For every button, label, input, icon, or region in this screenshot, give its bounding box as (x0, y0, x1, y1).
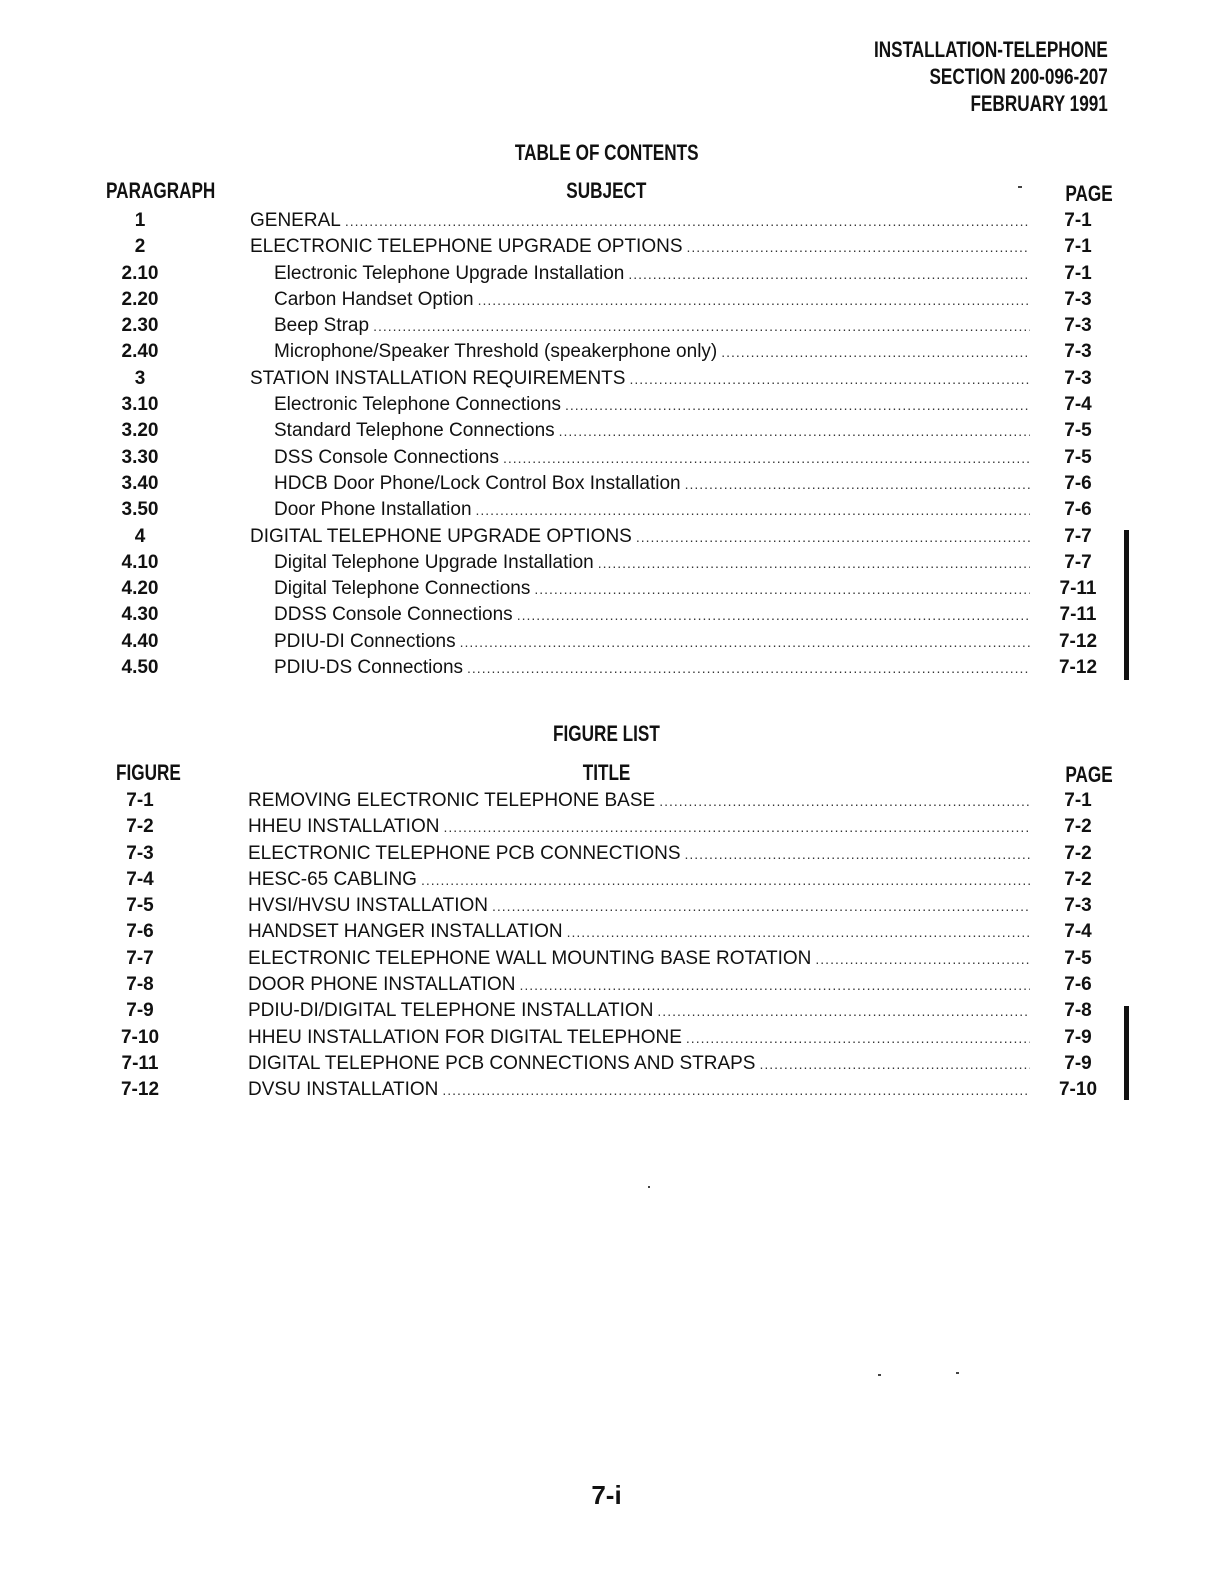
toc-row-entry (274, 392, 1030, 418)
dot-leader (478, 287, 1030, 313)
figure-row-text: HHEU INSTALLATION (248, 816, 440, 838)
dot-leader (519, 972, 1030, 998)
dot-leader (559, 418, 1030, 444)
figure-row-page: 7-2 (1064, 868, 1092, 890)
toc-row-text: DSS Console Connections (274, 446, 499, 468)
toc-row-page: 7-12 (1058, 630, 1098, 652)
toc-row-page: 7-6 (1064, 499, 1092, 521)
toc-row-entry (274, 418, 1030, 444)
figure-row-number: 7-6 (126, 921, 154, 943)
dot-leader (687, 234, 1030, 260)
toc-row (100, 366, 1110, 392)
toc-row (100, 287, 1110, 313)
dot-leader (759, 1051, 1030, 1077)
toc-row-entry (274, 287, 1030, 313)
figure-row-number: 7-4 (126, 868, 154, 890)
toc-row-text: PDIU-DS Connections (274, 657, 464, 679)
dot-leader (685, 471, 1030, 497)
dot-leader (492, 893, 1030, 919)
dot-leader (443, 814, 1030, 840)
scan-speck (1018, 186, 1022, 188)
toc-row (100, 208, 1110, 234)
toc-row-text: Digital Telephone Upgrade Installation (274, 551, 594, 573)
figure-row-page: 7-4 (1064, 921, 1092, 943)
toc-row-number: 3.40 (121, 472, 159, 494)
figure-row (100, 814, 1110, 840)
toc-row-entry (274, 629, 1030, 655)
page-number: 7-i (591, 1480, 622, 1510)
dot-leader (442, 1077, 1030, 1103)
toc-row (100, 655, 1110, 681)
dot-leader (629, 366, 1030, 392)
figure-row-number: 7-12 (120, 1079, 160, 1101)
figure-row (100, 867, 1110, 893)
toc-row-number: 1 (134, 210, 146, 231)
toc-row-number: 3.30 (121, 446, 159, 468)
figure-row-number: 7-7 (126, 947, 154, 969)
change-bar (1124, 530, 1129, 680)
dot-leader (517, 602, 1030, 628)
dot-leader (460, 629, 1030, 655)
figure-row-number: 7-9 (126, 1000, 154, 1022)
toc-row (100, 445, 1110, 471)
figure-row (100, 1025, 1110, 1051)
figure-row-text: HVSI/HVSU INSTALLATION (248, 895, 489, 917)
header-title: INSTALLATION-TELEPHONE (874, 37, 1108, 62)
toc-row-number: 4.40 (121, 630, 159, 652)
figure-row-entry (248, 1051, 1030, 1077)
toc-col-subject: SUBJECT (566, 178, 647, 203)
toc-row-entry (274, 445, 1030, 471)
figure-row-entry (248, 919, 1030, 945)
figure-row-page: 7-8 (1064, 1000, 1092, 1022)
toc-row-entry (250, 234, 1030, 260)
toc-row-page: 7-3 (1064, 367, 1092, 389)
toc-row-number: 2.20 (121, 288, 159, 310)
toc-row-text: GENERAL (250, 210, 341, 231)
toc-row-page: 7-3 (1064, 341, 1092, 363)
figure-row (100, 841, 1110, 867)
figure-row-number: 7-1 (126, 790, 154, 811)
figure-row-entry (248, 998, 1030, 1024)
toc-row (100, 550, 1110, 576)
figure-row (100, 893, 1110, 919)
dot-leader (721, 339, 1030, 365)
figure-row (100, 1051, 1110, 1077)
toc-row-page: 7-7 (1064, 525, 1092, 547)
toc-title: TABLE OF CONTENTS (514, 140, 699, 165)
toc-col-paragraph: PARAGRAPH (106, 178, 216, 203)
toc-row-number: 2.40 (121, 341, 159, 363)
dot-leader (345, 208, 1030, 234)
toc-row-text: Beep Strap (274, 315, 370, 337)
toc-row-entry (250, 208, 1030, 234)
dot-leader (503, 445, 1030, 471)
figure-row-text: ELECTRONIC TELEPHONE WALL MOUNTING BASE ROTATION (248, 947, 812, 969)
dot-leader (636, 524, 1030, 550)
figure-row-page: 7-5 (1064, 947, 1092, 969)
toc-row-entry (274, 576, 1030, 602)
toc-row-number: 3.50 (121, 499, 159, 521)
toc-row-page: 7-1 (1064, 210, 1092, 231)
figure-row-number: 7-2 (126, 816, 154, 838)
figure-row-text: HHEU INSTALLATION FOR DIGITAL TELEPHONE (248, 1026, 682, 1048)
figure-table (100, 788, 1110, 1104)
toc-row-text: DDSS Console Connections (274, 604, 513, 626)
figure-row-text: DIGITAL TELEPHONE PCB CONNECTIONS AND STRAPS (248, 1052, 756, 1074)
document-header (808, 36, 1108, 117)
figure-col-title: TITLE (582, 760, 631, 785)
figure-row-text: HESC-65 CABLING (248, 868, 417, 890)
toc-row-page: 7-3 (1064, 288, 1092, 310)
toc-row (100, 418, 1110, 444)
dot-leader (534, 576, 1030, 602)
toc-row (100, 524, 1110, 550)
toc-row-text: HDCB Door Phone/Lock Control Box Installation (274, 472, 681, 494)
figure-row-entry (248, 841, 1030, 867)
figure-row-text: ELECTRONIC TELEPHONE PCB CONNECTIONS (248, 842, 681, 864)
toc-row-number: 4.50 (121, 657, 159, 679)
toc-row-text: Microphone/Speaker Threshold (speakerphone only) (274, 341, 718, 363)
toc-row-page: 7-5 (1064, 420, 1092, 442)
toc-row-entry (274, 339, 1030, 365)
toc-row (100, 261, 1110, 287)
figure-row-text: DVSU INSTALLATION (248, 1079, 439, 1101)
figure-row-entry (248, 814, 1030, 840)
figure-row-entry (248, 972, 1030, 998)
scan-speck (648, 1186, 650, 1188)
toc-row-page: 7-6 (1064, 472, 1092, 494)
dot-leader (815, 946, 1030, 972)
dot-leader (421, 867, 1030, 893)
figure-row (100, 998, 1110, 1024)
toc-row-text: PDIU-DI Connections (274, 630, 456, 652)
figure-col-page: PAGE (1065, 762, 1113, 787)
toc-row-entry (274, 602, 1030, 628)
toc-row-page: 7-3 (1064, 315, 1092, 337)
toc-row-text: STATION INSTALLATION REQUIREMENTS (250, 367, 626, 389)
toc-row-text: Digital Telephone Connections (274, 578, 531, 600)
toc-row (100, 339, 1110, 365)
toc-row (100, 471, 1110, 497)
toc-row-number: 4.20 (121, 578, 159, 600)
toc-row (100, 602, 1110, 628)
figure-row-number: 7-11 (121, 1052, 159, 1074)
toc-row-entry (274, 261, 1030, 287)
dot-leader (628, 261, 1030, 287)
figure-row (100, 972, 1110, 998)
dot-leader (565, 392, 1030, 418)
toc-row-entry (274, 550, 1030, 576)
figure-row-page: 7-3 (1064, 895, 1092, 917)
toc-row (100, 576, 1110, 602)
figure-row-number: 7-5 (126, 895, 154, 917)
toc-row (100, 497, 1110, 523)
figure-row (100, 1077, 1110, 1103)
figure-row-number: 7-3 (126, 842, 154, 864)
figure-row-page: 7-1 (1064, 790, 1092, 811)
toc-row (100, 629, 1110, 655)
toc-row-page: 7-7 (1064, 551, 1092, 573)
dot-leader (567, 919, 1030, 945)
toc-row-entry (274, 655, 1030, 681)
figure-row-entry (248, 893, 1030, 919)
toc-row-text: Electronic Telephone Upgrade Installation (274, 262, 625, 284)
toc-row-page: 7-1 (1064, 262, 1092, 284)
header-section: SECTION 200-096-207 (929, 64, 1108, 89)
toc-row-entry (274, 497, 1030, 523)
toc-row-text: Electronic Telephone Connections (274, 394, 561, 416)
figure-row-page: 7-9 (1064, 1052, 1092, 1074)
figure-row-page: 7-2 (1064, 816, 1092, 838)
toc-col-page: PAGE (1065, 181, 1113, 206)
dot-leader (659, 788, 1030, 814)
figure-row (100, 946, 1110, 972)
toc-row-number: 4.10 (121, 551, 159, 573)
scan-speck (956, 1372, 959, 1374)
dot-leader (373, 313, 1030, 339)
figure-row-page: 7-6 (1064, 974, 1092, 996)
dot-leader (598, 550, 1030, 576)
toc-row-number: 4 (134, 525, 146, 547)
toc-table (100, 208, 1110, 681)
figure-row-text: PDIU-DI/DIGITAL TELEPHONE INSTALLATION (248, 1000, 654, 1022)
change-bar (1124, 1006, 1129, 1100)
scan-speck (878, 1374, 881, 1376)
figure-row-page: 7-2 (1064, 842, 1092, 864)
figure-row-entry (248, 1077, 1030, 1103)
toc-row-number: 2.10 (121, 262, 159, 284)
toc-row-page: 7-11 (1059, 578, 1097, 600)
figure-row-text: HANDSET HANGER INSTALLATION (248, 921, 563, 943)
toc-row-number: 4.30 (121, 604, 159, 626)
toc-row-entry (250, 524, 1030, 550)
toc-row (100, 392, 1110, 418)
dot-leader (657, 998, 1030, 1024)
toc-row-entry (274, 313, 1030, 339)
dot-leader (467, 655, 1030, 681)
dot-leader (685, 841, 1030, 867)
toc-row-number: 3.10 (121, 394, 159, 416)
toc-row-page: 7-12 (1058, 657, 1098, 679)
toc-row (100, 234, 1110, 260)
figure-row-entry (248, 1025, 1030, 1051)
toc-row-number: 3 (134, 367, 146, 389)
toc-row-text: Standard Telephone Connections (274, 420, 555, 442)
toc-row-number: 2 (134, 236, 146, 258)
toc-row-page: 7-5 (1064, 446, 1092, 468)
dot-leader (476, 497, 1030, 523)
figure-row-page: 7-9 (1064, 1026, 1092, 1048)
figure-row (100, 919, 1110, 945)
toc-row-page: 7-11 (1059, 604, 1097, 626)
figure-col-figure: FIGURE (116, 760, 181, 785)
toc-row-page: 7-1 (1064, 236, 1092, 258)
figure-row-number: 7-8 (126, 974, 154, 996)
toc-row-text: Carbon Handset Option (274, 288, 474, 310)
figure-row-text: REMOVING ELECTRONIC TELEPHONE BASE (248, 790, 656, 811)
toc-row-number: 2.30 (121, 315, 159, 337)
toc-row (100, 313, 1110, 339)
toc-row-page: 7-4 (1064, 394, 1092, 416)
toc-row-entry (250, 366, 1030, 392)
figure-row-entry (248, 946, 1030, 972)
figure-row-text: DOOR PHONE INSTALLATION (248, 974, 516, 996)
dot-leader (686, 1025, 1030, 1051)
toc-row-text: Door Phone Installation (274, 499, 472, 521)
toc-row-number: 3.20 (121, 420, 159, 442)
figure-row-entry (248, 867, 1030, 893)
figure-row-number: 7-10 (120, 1026, 160, 1048)
toc-row-text: DIGITAL TELEPHONE UPGRADE OPTIONS (250, 525, 632, 547)
toc-row-entry (274, 471, 1030, 497)
figure-row-entry (248, 788, 1030, 814)
figure-list-title: FIGURE LIST (553, 721, 660, 746)
header-date: FEBRUARY 1991 (970, 91, 1108, 116)
toc-row-text: ELECTRONIC TELEPHONE UPGRADE OPTIONS (250, 236, 683, 258)
figure-row (100, 788, 1110, 814)
figure-row-page: 7-10 (1058, 1079, 1098, 1101)
